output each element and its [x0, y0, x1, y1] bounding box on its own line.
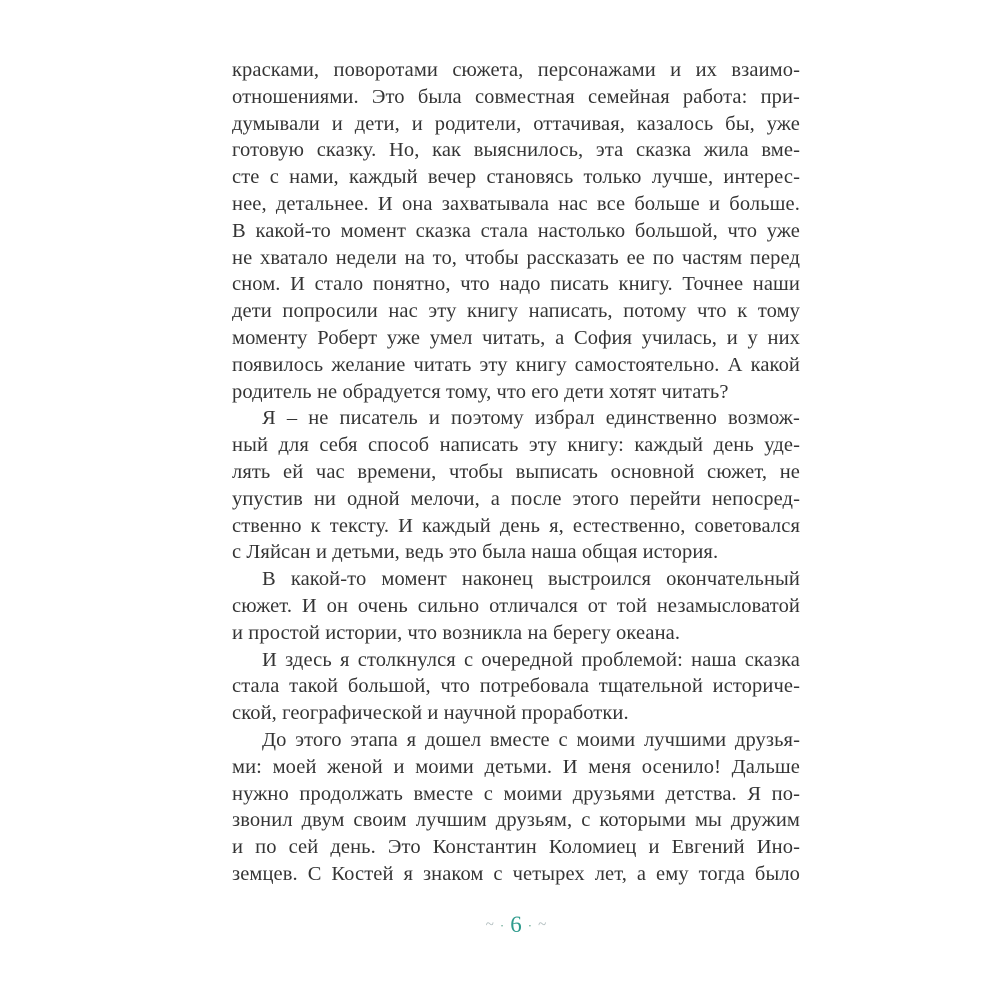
- text-line: сном. И стало понятно, что надо писать книгу. Точнее наши: [232, 273, 800, 296]
- text-line: ный для себя способ написать эту книгу: каждый день уде-: [232, 434, 800, 457]
- text-line: моменту Роберт уже умел читать, а София училась, и у них: [232, 326, 800, 349]
- text-line: отношениями. Это была совместная семейная работа: при-: [232, 85, 800, 108]
- text-line: думывали и дети, и родители, оттачивая, казалось бы, уже: [232, 112, 800, 135]
- text-line: с Ляйсан и детьми, ведь это была наша общая история.: [232, 541, 719, 564]
- text-line: До этого этапа я дошел вместе с моими лучшими друзья-: [262, 728, 800, 751]
- paragraph: [232, 566, 800, 646]
- text-line: лять ей час времени, чтобы выписать основной сюжет, не: [232, 460, 800, 483]
- text-line: и по сей день. Это Константин Коломиец и Евгений Ино-: [232, 836, 800, 859]
- text-line: ской, географической и научной проработки.: [232, 702, 629, 725]
- text-line: сюжет. И он очень сильно отличался от той незамысловатой: [232, 594, 800, 617]
- text-line: не хватало недели на то, чтобы рассказать ее по частям перед: [232, 246, 800, 269]
- paragraph: [232, 727, 800, 888]
- text-line: звонил двум своим лучшим друзьям, с которыми мы дружим: [232, 809, 800, 832]
- text-line: нее, детальнее. И она захватывала нас все больше и больше.: [232, 192, 800, 215]
- text-line: В какой-то момент сказка стала настолько большой, что уже: [232, 219, 800, 242]
- text-line: И здесь я столкнулся с очередной проблемой: наша сказка: [262, 648, 800, 671]
- text-line: В какой-то момент наконец выстроился окончательный: [262, 568, 800, 591]
- text-line: готовую сказку. Но, как выяснилось, эта сказка жила вме-: [232, 139, 800, 162]
- text-line: Я – не писатель и поэтому избрал единственно возмож-: [262, 407, 800, 430]
- text-line: земцев. С Костей я знаком с четырех лет, а ему тогда было: [232, 862, 800, 885]
- paragraph: [232, 57, 800, 405]
- text-line: красками, поворотами сюжета, персонажами и их взаимо-: [232, 59, 800, 81]
- page-footer: [232, 913, 800, 936]
- text-line: дети попросили нас эту книгу написать, потому что к тому: [232, 300, 800, 323]
- footer-tilde-right: ~: [538, 917, 547, 933]
- text-line: стала такой большой, что потребовала тщательной историче-: [232, 675, 800, 698]
- text-block: [232, 57, 800, 888]
- text-line: ственно к тексту. И каждый день я, естественно, советовался: [232, 514, 800, 537]
- text-line: появилось желание читать эту книгу самостоятельно. А какой: [232, 353, 800, 376]
- text-line: сте с нами, каждый вечер становясь только лучше, интерес-: [232, 166, 800, 189]
- text-line: родитель не обрадуется тому, что его дети хотят читать?: [232, 380, 729, 403]
- footer-dot-right: ·: [527, 918, 533, 933]
- paragraph: [232, 647, 800, 727]
- page-number: 6: [510, 912, 522, 937]
- footer-dot-left: ·: [499, 918, 505, 933]
- text-line: ми: моей женой и моими детьми. И меня осенило! Дальше: [232, 755, 800, 778]
- text-line: упустив ни одной мелочи, а после этого перейти непосред-: [232, 487, 800, 510]
- text-line: нужно продолжать вместе с моими друзьями детства. Я по-: [232, 782, 800, 805]
- footer-tilde-left: ~: [485, 917, 494, 933]
- paragraph: [232, 405, 800, 566]
- text-line: и простой истории, что возникла на берегу океана.: [232, 621, 681, 644]
